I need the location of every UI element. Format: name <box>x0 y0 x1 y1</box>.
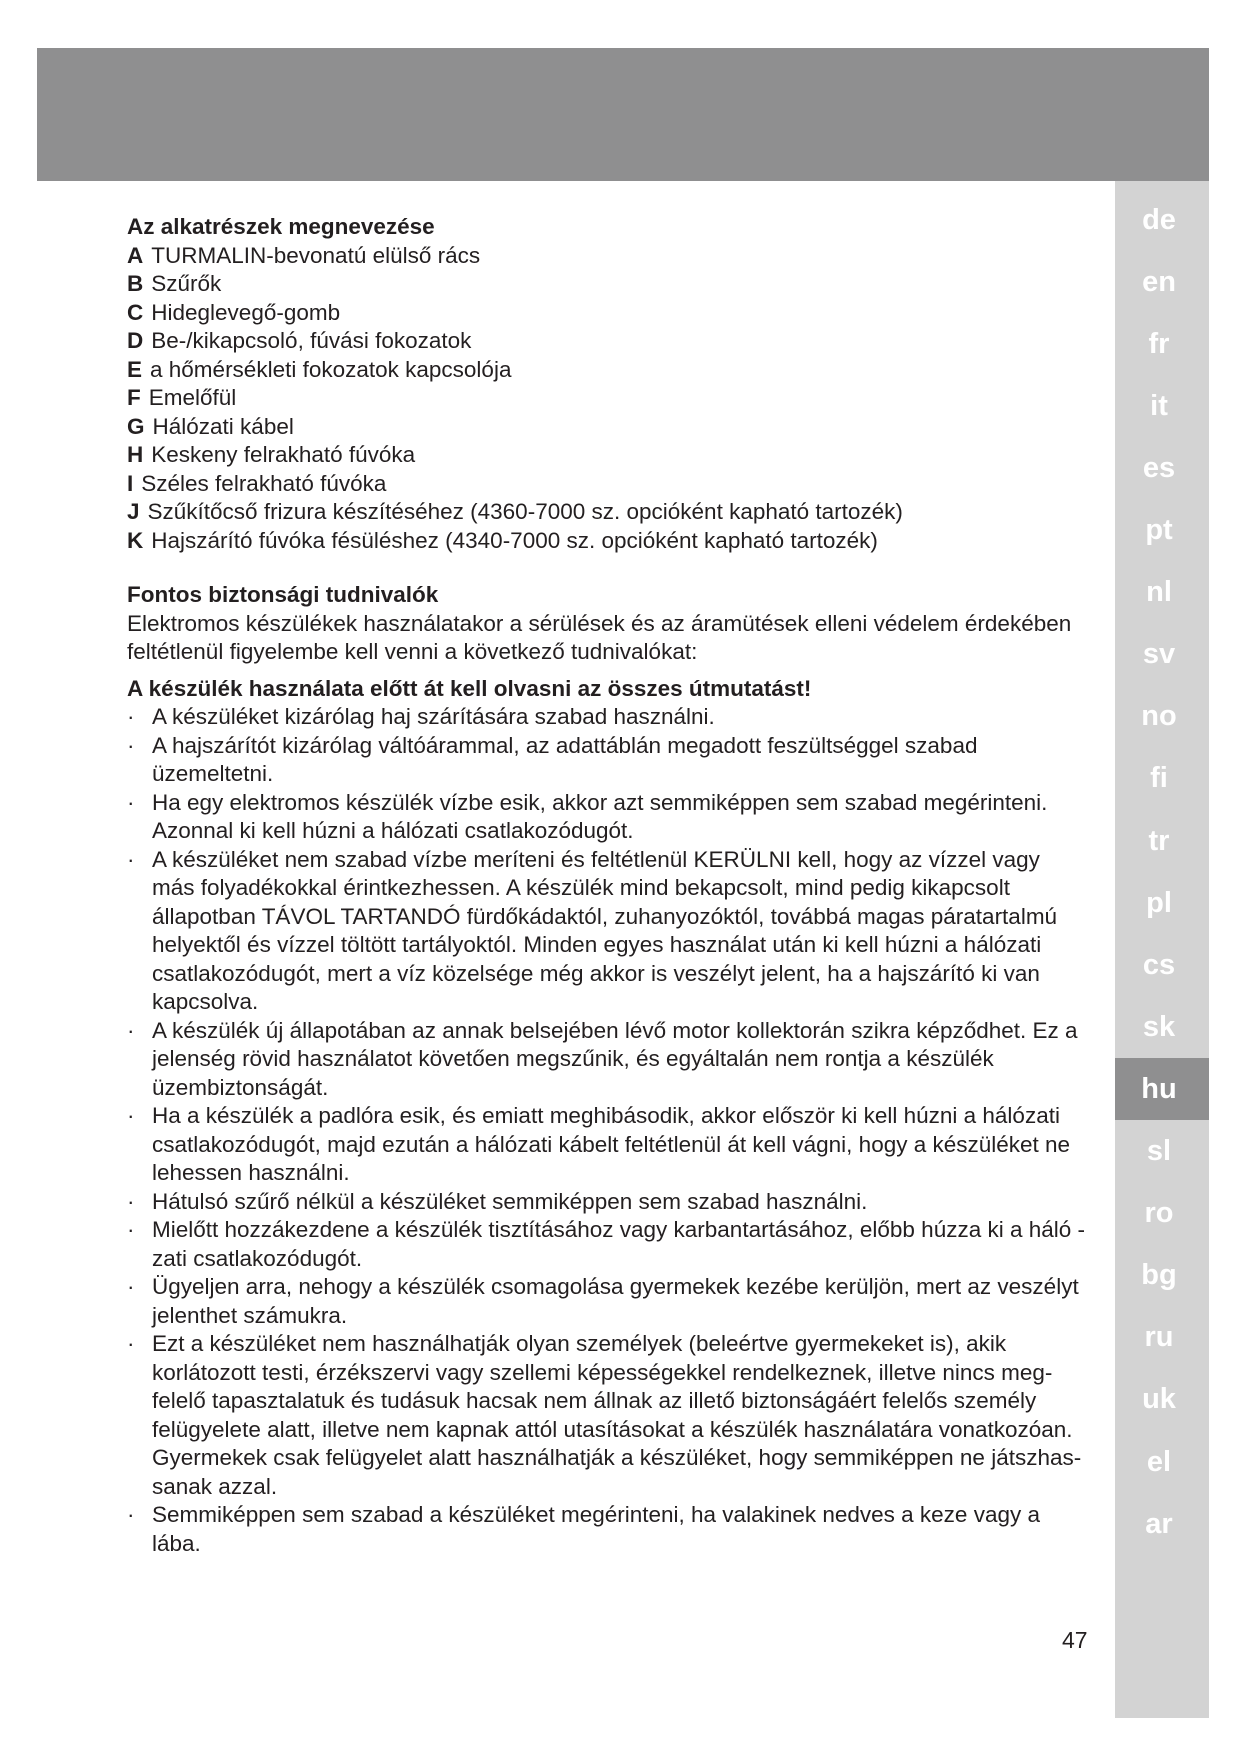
part-letter: E <box>127 356 143 382</box>
language-tab-nl[interactable]: nl <box>1146 576 1172 609</box>
bullet-dot: · <box>127 1217 135 1242</box>
language-tab-ru[interactable]: ru <box>1144 1321 1174 1354</box>
part-item <box>127 498 1087 527</box>
bullet-text: Ha a készülék a padlóra esik, és emiatt meghibásodik, akkor először ki kell húzni a hálózati csatlakozódugót, majd ezután a hálózati kábelt feltétlenül át kell vágni, hogy a készüléket ne lehessen használni. <box>152 1103 1071 1185</box>
part-text: Emelőfül <box>148 385 237 410</box>
language-tab-fi[interactable]: fi <box>1150 762 1168 795</box>
part-item <box>127 299 1087 328</box>
part-text: Hideglevegő-gomb <box>151 299 341 325</box>
bullet-dot: · <box>127 704 135 729</box>
part-item <box>127 384 1087 413</box>
language-tab-el[interactable]: el <box>1146 1445 1172 1478</box>
safety-bullet <box>127 1216 1087 1273</box>
safety-bullet <box>127 732 1087 789</box>
bullet-text: Ügyeljen arra, nehogy a készülék csomagolása gyermekek kezébe kerüljön, mert az veszélyt jelenthet számukra. <box>152 1274 1079 1328</box>
language-tab-strip <box>1115 181 1209 1718</box>
bullet-text: A készüléket kizárólag haj szárítására szabad használni. <box>152 704 715 729</box>
part-letter: B <box>127 271 144 296</box>
bullet-dot: · <box>127 789 135 815</box>
part-text: Szűrők <box>151 271 222 296</box>
part-letter: H <box>127 442 144 467</box>
part-text: Be-/kikapcsoló, fúvási fokozatok <box>151 328 472 353</box>
part-item <box>127 441 1087 470</box>
safety-bullet <box>127 1273 1087 1330</box>
language-tab-cs[interactable]: cs <box>1142 948 1176 981</box>
part-letter: D <box>127 328 144 353</box>
language-tab-bg[interactable]: bg <box>1141 1259 1177 1292</box>
language-tab-sl[interactable]: sl <box>1146 1135 1172 1167</box>
safety-intro: Elektromos készülékek használatakor a sérülések és az áramütések elleni védelem érdekében feltétlenül figyelembe kell venni a következő tudnivalókat: <box>127 610 1072 664</box>
safety-bullet <box>127 1017 1087 1103</box>
parts-heading: Az alkatrészek megnevezése <box>127 214 435 239</box>
safety-bullet <box>127 1330 1087 1501</box>
part-text: Hálózati kábel <box>152 413 294 439</box>
bullet-text: Ha egy elektromos készülék vízbe esik, akkor azt semmiképpen sem szabad megérinteni. Azonnal ki kell húzni a hálózati csatlakozódugót. <box>152 789 1048 843</box>
bullet-text: Semmiképpen sem szabad a készüléket megérinteni, ha valakinek nedves a keze vagy a lába. <box>152 1502 1040 1556</box>
part-letter: G <box>127 413 145 439</box>
language-tab-pt[interactable]: pt <box>1145 514 1173 546</box>
part-text: Széles felrakható fúvóka <box>141 470 387 496</box>
part-text: a hőmérsékleti fokozatok kapcsolója <box>150 356 512 382</box>
bullet-text: Ezt a készüléket nem használhatják olyan személyek (beleértve gyermekeket is), akik korlátozott testi, érzékszervi vagy szellemi képességekkel rendelkeznek, illetve nincs meg-felelő tapasztalatuk és tudásuk hacsak nem állnak az illető biztonságáért felelős személy felügyelete alatt, illetve nem kapnak attól utasításokat a készülék használatára vonatkozóan. Gyermekek csak felügyelet alatt használhatják a készüléket, hogy semmiképpen ne játszhas-sanak azzal. <box>152 1331 1082 1499</box>
part-letter: A <box>127 242 144 268</box>
safety-bullet <box>127 789 1087 846</box>
safety-bullet <box>127 1188 1087 1217</box>
bullet-dot: · <box>127 1502 135 1527</box>
language-tab-it[interactable]: it <box>1150 389 1168 422</box>
parts-list <box>127 242 1087 556</box>
part-item <box>127 270 1087 299</box>
part-item <box>127 413 1087 442</box>
part-text: TURMALIN-bevonatú elülső rács <box>151 242 481 268</box>
language-tab-sv[interactable]: sv <box>1142 638 1176 671</box>
bullet-dot: · <box>127 1331 135 1356</box>
part-item <box>127 470 1087 499</box>
bullet-dot: · <box>127 846 135 872</box>
language-tab-ro[interactable]: ro <box>1144 1197 1174 1230</box>
bullet-text: Mielőtt hozzákezdene a készülék tisztításához vagy karbantartásához, előbb húzza ki a háló - zati csatlakozódugót. <box>152 1217 1086 1271</box>
part-text: Szűkítőcső frizura készítéséhez (4360-7000 sz. opcióként kapható tartozék) <box>147 499 903 524</box>
language-tab-de[interactable]: de <box>1142 203 1176 236</box>
part-item <box>127 242 1087 271</box>
safety-bullet <box>127 1501 1087 1558</box>
manual-content <box>127 213 1087 1558</box>
safety-heading: Fontos biztonsági tudnivalók <box>127 582 439 607</box>
header-band <box>37 48 1209 181</box>
part-letter: I <box>127 470 134 496</box>
part-item <box>127 327 1087 356</box>
bullet-dot: · <box>127 732 135 758</box>
bullet-text: A hajszárítót kizárólag váltóárammal, az adattáblán megadott feszültséggel szabad üzemeltetni. <box>152 732 978 786</box>
bullet-dot: · <box>127 1017 135 1043</box>
bullet-text: Hátulsó szűrő nélkül a készüléket semmiképpen sem szabad használni. <box>152 1188 868 1214</box>
page-number: 47 <box>1062 1627 1088 1653</box>
language-tab-uk[interactable]: uk <box>1142 1383 1176 1416</box>
part-letter: K <box>127 527 144 553</box>
safety-bullet-list <box>127 703 1087 1558</box>
language-tab-pl[interactable]: pl <box>1146 886 1172 919</box>
part-letter: F <box>127 385 141 410</box>
part-text: Hajszárító fúvóka fésüléshez (4340-7000 sz. opcióként kapható tartozék) <box>151 527 878 553</box>
language-tab-fr[interactable]: fr <box>1148 327 1170 360</box>
safety-bullet <box>127 703 1087 732</box>
safety-bullet <box>127 846 1087 1017</box>
language-tab-tr[interactable]: tr <box>1148 824 1170 857</box>
language-tab-ar[interactable]: ar <box>1145 1507 1173 1540</box>
language-tab-sk[interactable]: sk <box>1142 1010 1176 1043</box>
bullet-dot: · <box>127 1274 135 1299</box>
part-letter: C <box>127 299 144 325</box>
language-tab-en[interactable]: en <box>1142 265 1176 298</box>
bullet-dot: · <box>127 1188 135 1214</box>
bullet-dot: · <box>127 1103 135 1128</box>
part-text: Keskeny felrakható fúvóka <box>151 442 416 467</box>
bullet-text: A készülék új állapotában az annak belsejében lévő motor kollektorán szikra képződhet. Ez a jelenség rövid használatot követően megszűnik, és egyáltalán nem rontja a készülék üzembiztonságát. <box>152 1017 1078 1100</box>
safety-bullet <box>127 1102 1087 1188</box>
language-tab-hu[interactable]: hu <box>1115 1058 1209 1120</box>
part-item <box>127 356 1087 385</box>
language-tab-no[interactable]: no <box>1141 700 1177 733</box>
language-tab-es[interactable]: es <box>1142 451 1176 484</box>
part-item <box>127 527 1087 556</box>
part-letter: J <box>127 499 140 524</box>
safety-subheading: A készülék használata előtt át kell olvasni az összes útmutatást! <box>127 675 812 701</box>
bullet-text: A készüléket nem szabad vízbe meríteni és feltétlenül KERÜLNI kell, hogy az vízzel vagy más folyadékokkal érintkezhessen. A készülék mind bekapcsolt, mind pedig kikapcsolt állapotban TÁVOL TARTANDÓ fürdőkádaktól, zuhanyozóktól, továbbá magas páratartalmú helyektől és vízzel töltött tartályoktól. Minden egyes használat után ki kell húzni a hálózati csatlakozódugót, mert a víz közelsége még akkor is veszélyt jelent, ha a hajszárító ki van kapcsolva. <box>152 846 1058 1014</box>
